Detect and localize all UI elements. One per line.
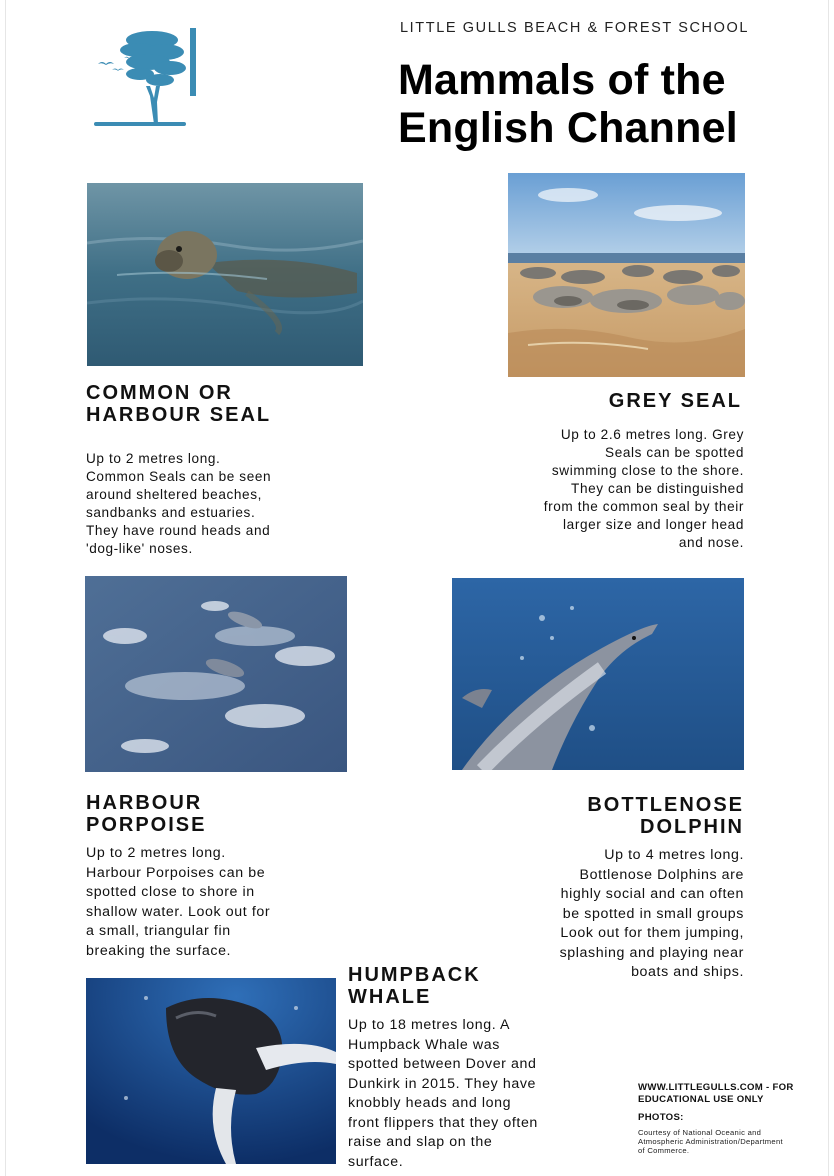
grey-seal-heading: GREY SEAL bbox=[608, 390, 742, 412]
bottlenose-dolphin-heading: BOTTLENOSE DOLPHIN bbox=[587, 794, 744, 838]
common-seal-photo bbox=[87, 183, 363, 366]
humpback-whale-description: Up to 18 metres long. A Humpback Whale was spotted between Dover and Dunkirk in 2015. They have knobbly heads and long front flippers that they often raise and slap on the surface. bbox=[348, 1017, 538, 1170]
website-notice: WWW.LITTLEGULLS.COM - FOR EDUCATIONAL USE ONLY bbox=[638, 1082, 794, 1105]
page-title: Mammals of the English Channel bbox=[398, 56, 738, 152]
grey-seal-description: Up to 2.6 metres long. Grey Seals can be spotted swimming close to the shore. They can be distinguished from the common seal by their larger size and longer head and nose. bbox=[543, 427, 744, 550]
harbour-porpoise-heading: HARBOUR PORPOISE bbox=[86, 792, 207, 836]
school-name: LITTLE GULLS BEACH & FOREST SCHOOL bbox=[400, 20, 750, 36]
harbour-porpoise-description: Up to 2 metres long. Harbour Porpoises can be spotted close to shore in shallow water. Look out for a small, triangular fin breaking the surface. bbox=[86, 845, 271, 959]
common-seal-description: Up to 2 metres long. Common Seals can be seen around sheltered beaches, sandbanks and estuaries. They have round heads and 'dog-like' noses. bbox=[86, 451, 272, 556]
tree-with-birds-icon bbox=[90, 26, 200, 136]
photos-label: PHOTOS: bbox=[638, 1112, 684, 1123]
photo-credit: Courtesy of National Oceanic and Atmospheric Administration/Department of Commerce. bbox=[638, 1128, 783, 1155]
bottlenose-dolphin-photo bbox=[452, 578, 744, 770]
common-seal-heading: COMMON OR HARBOUR SEAL bbox=[86, 382, 272, 426]
humpback-whale-photo bbox=[86, 978, 336, 1164]
grey-seal-photo bbox=[508, 173, 745, 377]
bottlenose-dolphin-description: Up to 4 metres long. Bottlenose Dolphins are highly social and can often be spotted in small groups Look out for them jumping, splashing and playing near boats and ships. bbox=[559, 847, 744, 980]
harbour-porpoise-photo bbox=[85, 576, 347, 772]
humpback-whale-heading: HUMPBACK WHALE bbox=[348, 964, 481, 1008]
fact-sheet-page bbox=[6, 0, 828, 1176]
